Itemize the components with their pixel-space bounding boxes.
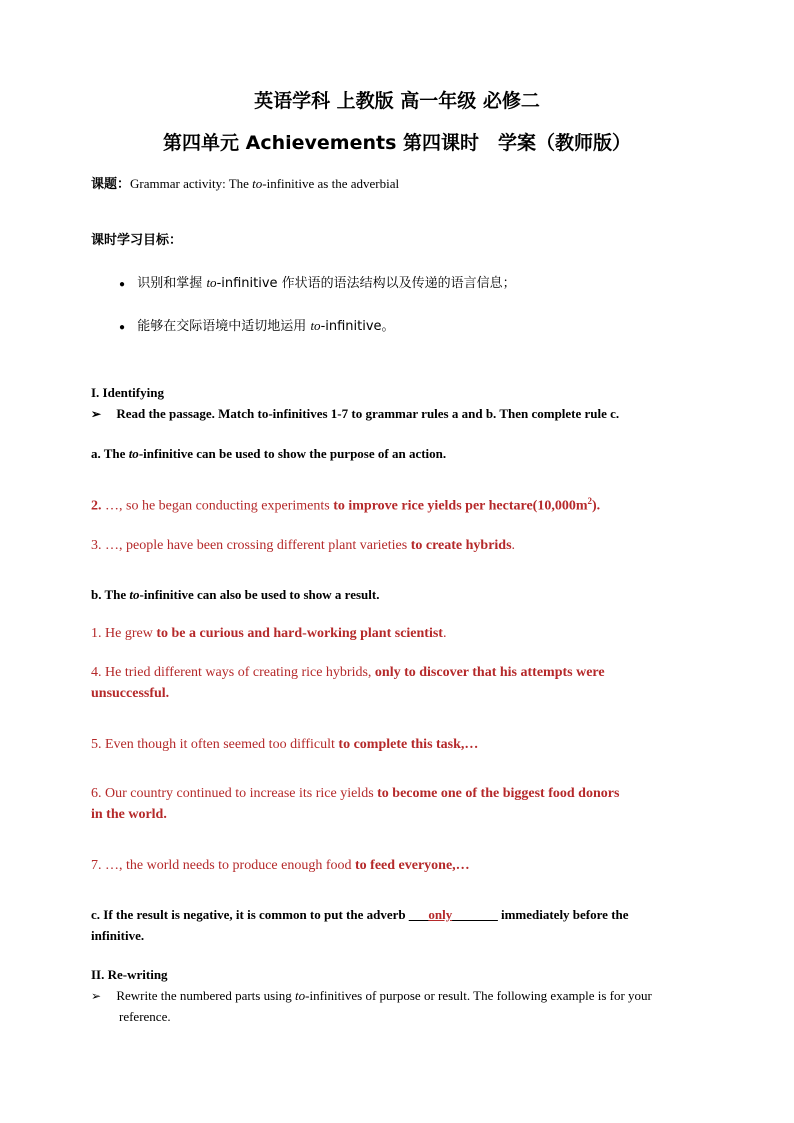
item-number: 2. (91, 498, 102, 514)
objective-text-a: 能够在交际语境中适切地运用 (137, 319, 311, 334)
rule-a-post: -infinitive can be used to show the purpose of an action. (138, 446, 447, 461)
objective-item (119, 272, 516, 291)
item-end: . (442, 626, 447, 641)
example-item-4 (91, 665, 605, 681)
example-item-2 (91, 496, 600, 515)
rule-b (91, 587, 379, 603)
rule-c (91, 907, 629, 923)
item-end: ). (592, 498, 601, 514)
rule-c-pre: c. If the result is negative, it is common to put the adverb (91, 907, 409, 922)
section2-instruction (91, 988, 652, 1004)
item-bold: to improve rice yields per hectare(10,000m (333, 498, 588, 514)
topic-line (91, 173, 399, 192)
item-bold: to become one of the biggest food donors (377, 786, 620, 801)
bullet-icon: ● (119, 279, 126, 290)
item-plain: 4. He tried different ways of creating rice hybrids, (91, 665, 375, 680)
item-sup: 2 (587, 496, 592, 506)
page-title: 英语学科 上教版 高一年级 必修二 (254, 90, 540, 112)
rule-a-pre: a. The (91, 446, 129, 461)
objective-text-em: to (310, 318, 321, 333)
rule-c-blank-post: _______ (452, 907, 498, 922)
item-plain: …, people have been crossing different plant varieties (101, 538, 411, 553)
rule-a (91, 446, 446, 462)
bullet-icon: ● (119, 322, 126, 333)
instruction-text-em: to (295, 988, 306, 1003)
topic-text-b: -infinitive as the adverbial (262, 176, 400, 191)
objectives-label: 课时学习目标： (91, 233, 183, 248)
objective-item (119, 315, 395, 334)
example-item-6 (91, 786, 619, 802)
instruction-text: Read the passage. Match to-infinitives 1-7 to grammar rules a and b. Then complete rule c. (116, 406, 620, 421)
rule-a-em: to (128, 446, 139, 461)
item-bold: to complete this task,… (338, 737, 479, 752)
item-end: . (511, 538, 516, 553)
objective-text-a: 识别和掌握 (137, 276, 207, 291)
section-instruction (91, 406, 619, 422)
example-item-1 (91, 626, 446, 642)
topic-label: 课题： (91, 177, 131, 192)
rule-b-pre: b. The (91, 587, 130, 602)
page-subtitle: 第四单元 Achievements 第四课时 学案（教师版） (163, 132, 631, 154)
item-plain: 1. He grew (91, 626, 157, 641)
item-plain: 6. Our country continued to increase its rice yields (91, 786, 378, 801)
rule-c-blank-pre: ___ (408, 907, 429, 922)
arrow-icon: ➢ (91, 989, 102, 1003)
rule-c-post: immediately before the (497, 907, 629, 922)
item-bold: only to discover that his attempts were (374, 665, 605, 680)
objective-text-b: -infinitive。 (320, 319, 395, 334)
item-plain: 5. Even though it often seemed too difficult (91, 737, 339, 752)
topic-text-a: Grammar activity: The (130, 176, 253, 191)
example-item-7 (91, 858, 470, 874)
rule-c-cont: infinitive. (91, 928, 145, 943)
item-bold: to create hybrids (410, 538, 512, 553)
section-heading: II. Re-writing (91, 967, 168, 982)
objective-text-em: to (206, 275, 217, 290)
item-plain: …, so he began conducting experiments (101, 498, 334, 514)
instruction-text-b: -infinitives of purpose or result. The following example is for your (305, 988, 652, 1003)
item-number: 3. (91, 538, 102, 553)
example-item-5 (91, 737, 478, 753)
topic-text-em: to (252, 176, 263, 191)
arrow-icon: ➢ (91, 407, 102, 421)
section2-instruction-cont: reference. (119, 1009, 171, 1024)
objective-text-b: -infinitive 作状语的语法结构以及传递的语言信息； (216, 276, 516, 291)
section-heading: I. Identifying (91, 385, 164, 400)
rule-b-em: to (129, 587, 140, 602)
instruction-text-a: Rewrite the numbered parts using (116, 988, 296, 1003)
example-item-3 (91, 538, 515, 554)
item-bold: to feed everyone,… (355, 858, 470, 873)
example-item-6-cont: in the world. (91, 807, 167, 822)
rule-c-answer: only (428, 907, 453, 922)
rule-b-post: -infinitive can also be used to show a result. (139, 587, 380, 602)
example-item-4-cont: unsuccessful. (91, 686, 170, 701)
item-plain: 7. …, the world needs to produce enough food (91, 858, 355, 873)
item-bold: to be a curious and hard-working plant scientist (156, 626, 443, 641)
